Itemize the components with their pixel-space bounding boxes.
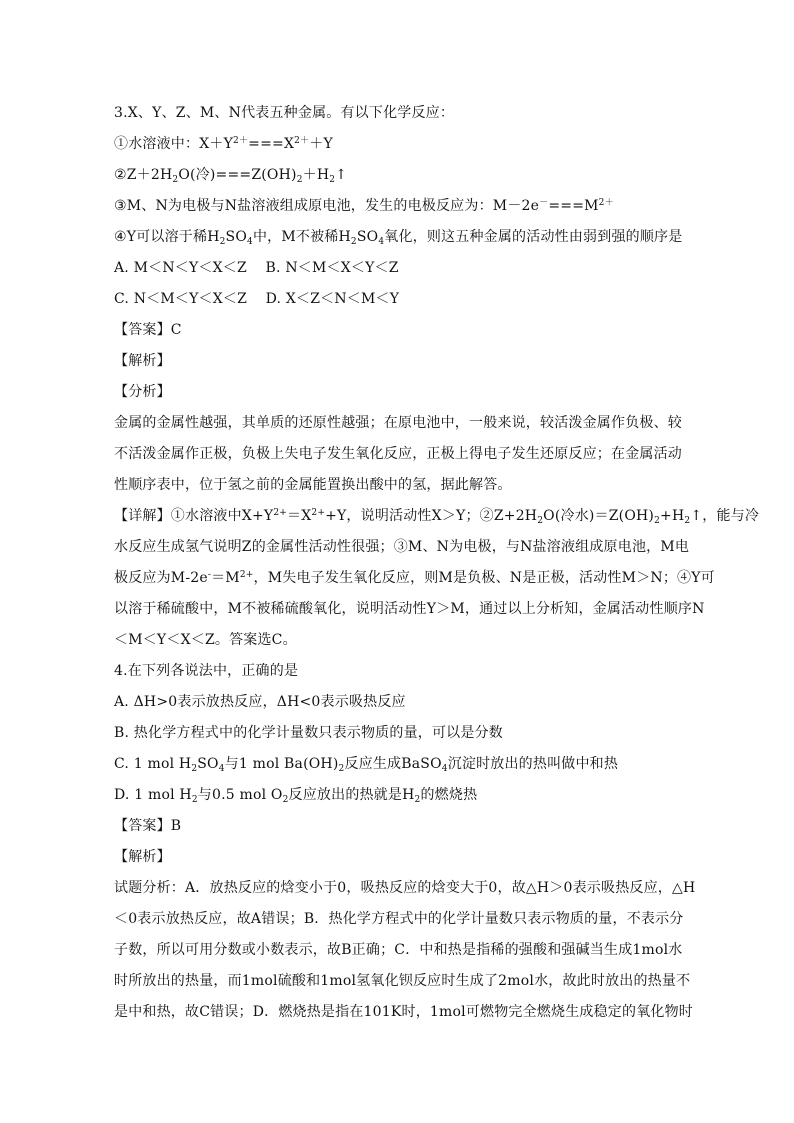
q3-detail-line-2: 水反应生成氢气说明Z的金属性活动性很强；③M、N为电极，与N盐溶液组成原电池，M电 (114, 539, 690, 555)
q4-option-a: A. ΔH>0表示放热反应，ΔH<0表示吸热反应 (114, 694, 406, 710)
q4-explanation-line-4: 时所放出的热量，而1mol硫酸和1mol氢氧化钡反应时生成了2mol水，故此时放出的热量不 (114, 973, 691, 989)
q3-stem: 3.X、Y、Z、M、N代表五种金属。有以下化学反应： (114, 105, 455, 121)
q3-analysis-line-2: 不活泼金属作正极，负极上失电子发生氧化反应，正极上得电子发生还原反应；在金属活动 (114, 446, 682, 462)
q3-analysis-line-1: 金属的金属性越强，其单质的还原性越强；在原电池中，一般来说，较活泼金属作负极、较 (114, 415, 682, 431)
q3-reaction-4: ④Y可以溶于稀$H_2SO_4$中，M不被稀$H_2SO_4$氧化，则这五种金属的活动性由弱到强的顺序是 (114, 229, 683, 247)
q3-answer: 【答案】C (114, 322, 182, 338)
q3-reaction-3: ③M、N为电极与N盐溶液组成原电池，发生的电极反应为：$M-2e^-===M^{2+}$ (114, 198, 614, 214)
q3-reaction-2: $②Z+2H_2O$(冷)$===Z(OH)_2+H_2↑$ (114, 167, 348, 185)
q3-detail-line-5: ＜M＜Y＜X＜Z。答案选C。 (114, 632, 297, 648)
q3-reaction-1: ①水溶液中：$X+Y^{2+}===X^{2+}+Y$ (114, 136, 333, 152)
q4-option-d: D. 1 mol $H_2$与0.5 mol $O_2$反应放出的热就是$H_2$的燃烧热 (114, 787, 478, 805)
q3-detail-line-3: 极反应为$M-2e^-=M^{2+}$，M失电子发生氧化反应，则M是负极、N是正极，活动性M＞N；④Y可 (114, 570, 715, 586)
q4-explanation-line-3: 子数，所以可用分数或小数表示，故B正确；C．中和热是指稀的强酸和强碱当生成1mol水 (114, 942, 683, 958)
q3-analysis-line-3: 性顺序表中，位于氢之前的金属能置换出酸中的氢，据此解答。 (114, 477, 512, 493)
q3-detail-line-1: 【详解】①水溶液中$X+Y^{2+}=X^{2+}+Y$，说明活动性X＞Y；$②Z+2H_2O$(冷水)$=Z(OH)_2+H_2↑$，能与冷 (114, 508, 760, 526)
q3-jiexi-heading: 【解析】 (114, 353, 171, 369)
q4-jiexi-heading: 【解析】 (114, 849, 171, 865)
q4-option-c: C. 1 mol $H_2SO_4$与1 mol $Ba(OH)_2$反应生成BaSO$_4$沉淀时放出的热叫做中和热 (114, 756, 619, 774)
q4-explanation-line-5: 是中和热，故C错误；D．燃烧热是指在101K时，1mol可燃物完全燃烧生成稳定的氧化物时 (114, 1004, 694, 1020)
q4-explanation-line-2: ＜0表示放热反应，故A错误；B．热化学方程式中的化学计量数只表示物质的量，不表示分 (114, 911, 684, 927)
q4-option-b: B. 热化学方程式中的化学计量数只表示物质的量，可以是分数 (114, 725, 503, 741)
q3-options-ab: A. M＜N＜Y＜X＜Z B. N＜M＜X＜Y＜Z (114, 260, 399, 276)
q3-detail-line-4: 以溶于稀硫酸中，M不被稀硫酸氧化，说明活动性Y＞M，通过以上分析知，金属活动性顺序N (114, 601, 705, 617)
q4-explanation-line-1: 试题分析：A．放热反应的焓变小于0，吸热反应的焓变大于0，故△H＞0表示吸热反应，△H (114, 880, 696, 896)
q3-options-cd: C. N＜M＜Y＜X＜Z D. X＜Z＜N＜M＜Y (114, 291, 400, 307)
q3-fenxi-heading: 【分析】 (114, 384, 171, 400)
q4-stem: 4.在下列各说法中，正确的是 (114, 663, 299, 679)
q4-answer: 【答案】B (114, 818, 182, 834)
